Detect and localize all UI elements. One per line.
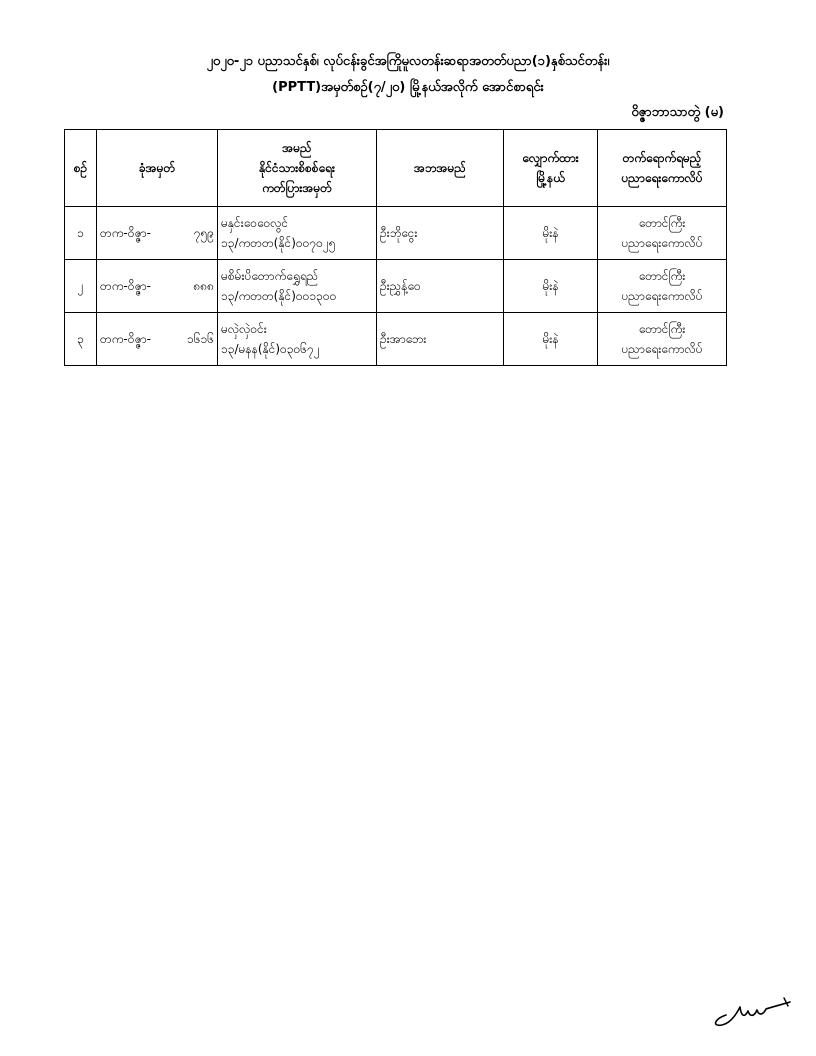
page-title: ၂၀၂၀-၂၁ ပညာသင်နှစ်၊ လုပ်ငန်းခွင်အကြိုမူလတန်းဆရာအတတ်ပညာ(၁)နှစ်သင်တန်း၊ [206,54,610,69]
cell-township: မိုးနဲ [504,260,598,313]
cell-township: မိုးနဲ [504,207,598,260]
cell-no: ၁ [65,207,97,260]
cell-name: မလှဲလှဲဝင်း ၁၃/မနန(နိုင်)၀၃၀၆၇၂ [218,313,377,366]
col-header-roll: ခုံအမှတ် [97,130,218,207]
header-row [65,130,727,207]
cell-roll: တက-ဝိဇ္ဇာ- ၇၅၉ [97,207,218,260]
cell-no: ၂ [65,260,97,313]
cell-father: ဦးညွှန့်ဝေ [377,260,504,313]
cell-college: တောင်ကြီး ပညာရေးကောလိပ် [598,260,727,313]
table-row [65,313,727,366]
cell-father: ဦးအာဘေး [377,313,504,366]
signature [710,993,794,1029]
stream-label: ဝိဇ္ဇာဘာသာတွဲ (မ) [631,105,724,120]
col-header-college: တက်ရောက်ရမည့် ပညာရေးကောလိပ် [598,130,727,207]
col-header-father: အဘအမည် [377,130,504,207]
table-row [65,207,727,260]
col-header-township: လျှောက်ထား မြို့နယ် [504,130,598,207]
cell-roll: တက-ဝိဇ္ဇာ- ၁၆၁၆ [97,313,218,366]
cell-township: မိုးနဲ [504,313,598,366]
cell-college: တောင်ကြီး ပညာရေးကောလိပ် [598,207,727,260]
results-table [64,129,727,366]
cell-father: ဦးဘိုငွေး [377,207,504,260]
cell-name: မနှင်းဝေဝေလွင် ၁၃/ကတတ(နိုင်)၀၀၇၀၂၅ [218,207,377,260]
page-subtitle: (PPTT)အမှတ်စဉ်(၇/၂၀) မြို့နယ်အလိုက် အောင်စာရင်း [272,80,544,95]
cell-college: တောင်ကြီး ပညာရေးကောလိပ် [598,313,727,366]
table-row [65,260,727,313]
cell-no: ၃ [65,313,97,366]
cell-name: မစိမ်းပိတောက်ရွှေရည် ၁၃/ကတတ(နိုင်)၀၀၁၃၀၀ [218,260,377,313]
col-header-name: အမည် နိုင်ငံသားစိစစ်ရေး ကတ်ပြားအမှတ် [218,130,377,207]
col-header-no: စဉ် [65,130,97,207]
cell-roll: တက-ဝိဇ္ဇာ- ၈၈၈ [97,260,218,313]
